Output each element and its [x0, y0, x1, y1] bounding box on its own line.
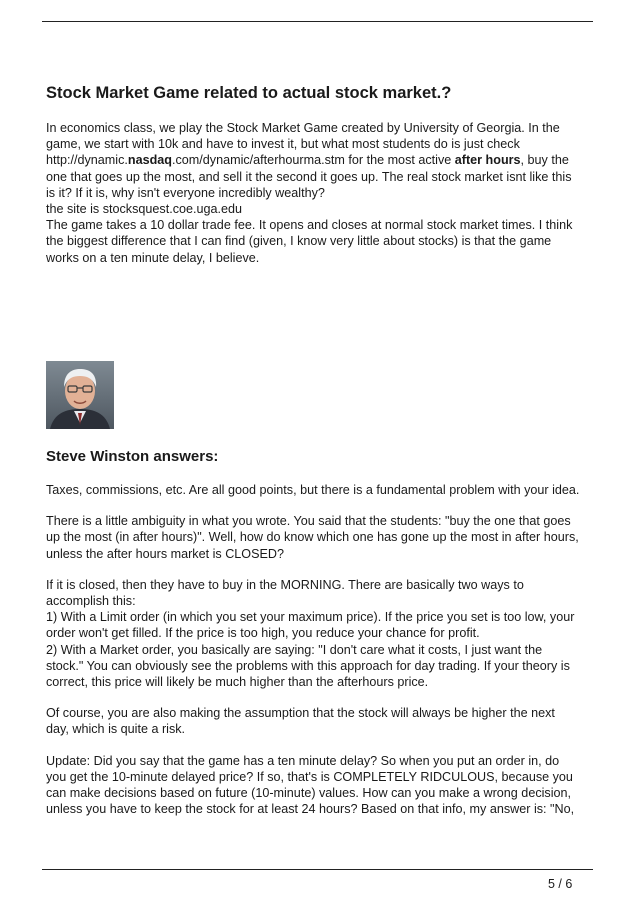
answer-paragraph — [46, 482, 598, 498]
question-line: In economics class, we play the Stock Market Game created by University of Georgia. In the — [46, 121, 560, 135]
answerer-avatar — [46, 361, 114, 429]
question-line: game, we start with 10k and have to invest it, but what most students do is just check — [46, 137, 520, 152]
answer-line: day, which is quite a risk. — [46, 722, 186, 737]
answer-line: 1) With a Limit order (in which you set your maximum price). If the price you set is too low, your — [46, 610, 575, 625]
answer-paragraph — [46, 513, 598, 562]
answer-line: There is a little ambiguity in what you wrote. You said that the students: "buy the one that goes — [46, 514, 571, 529]
answer-line: 2) With a Market order, you basically are saying: "I don't care what it costs, I just want the — [46, 642, 543, 657]
question-line: the biggest difference that I can find (given, I know very little about stocks) is that the game — [46, 234, 552, 249]
answer-line: correct, this price will likely be much higher than the afterhours price. — [46, 675, 429, 690]
answer-paragraph — [46, 753, 598, 818]
question-title: Stock Market Game related to actual stock market.? — [46, 84, 452, 102]
question-body — [46, 120, 598, 266]
answer-body — [46, 482, 598, 832]
question-line-url — [46, 152, 598, 168]
answer-heading: Steve Winston answers: — [46, 448, 219, 465]
answer-line: up the most (in after hours)". Well, how do know which one has gone up the most in after hours, — [46, 530, 579, 545]
question-line: is it? If it is, why isn't everyone incredibly wealthy? — [46, 185, 325, 200]
footer-rule — [42, 869, 593, 870]
answer-line: accomplish this: — [46, 594, 136, 609]
answer-line: Taxes, commissions, etc. Are all good points, but there is a fundamental problem with your idea. — [46, 483, 580, 497]
answer-line: Update: Did you say that the game has a ten minute delay? So when you put an order in, do — [46, 753, 560, 768]
answer-line: unless you have to keep the stock for at least 24 hours? Based on that info, my answer is: "No, — [46, 802, 575, 817]
after-hours-suffix: , buy the — [520, 153, 569, 168]
question-line: the site is stocksquest.coe.uga.edu — [46, 202, 243, 217]
url-prefix: http://dynamic. — [46, 153, 128, 168]
header-rule — [42, 21, 593, 22]
question-line: works on a ten minute delay, I believe. — [46, 250, 260, 265]
after-hours-bold: after hours — [454, 153, 521, 168]
page-number: 5 / 6 — [548, 877, 573, 891]
answer-line: Of course, you are also making the assumption that the stock will always be higher the next — [46, 706, 555, 721]
answer-line: order won't get filled. If the price is too high, you reduce your chance for profit. — [46, 626, 480, 641]
avatar-portrait-icon — [46, 361, 114, 429]
answer-line: you get the 10-minute delayed price? If so, that's is COMPLETELY RIDCULOUS, because you — [46, 769, 573, 784]
answer-line: can make decisions based on future (10-minute) values. How can you make a wrong decision, — [46, 786, 572, 801]
url-bold: nasdaq — [127, 153, 172, 168]
question-line: one that goes up the most, and sell it the second it goes up. The real stock market isnt like this — [46, 169, 572, 184]
answer-line: If it is closed, then they have to buy in the MORNING. There are basically two ways to — [46, 577, 524, 592]
answer-paragraph — [46, 577, 598, 690]
answer-line: unless the after hours market is CLOSED? — [46, 546, 284, 561]
answer-paragraph — [46, 705, 598, 737]
answer-line: stock." You can obviously see the problems with this approach for day trading. If your theory is — [46, 658, 570, 673]
question-line: The game takes a 10 dollar trade fee. It opens and closes at normal stock market times. I think — [46, 218, 573, 233]
url-suffix: .com/dynamic/afterhourma.stm for the most active — [172, 153, 455, 168]
